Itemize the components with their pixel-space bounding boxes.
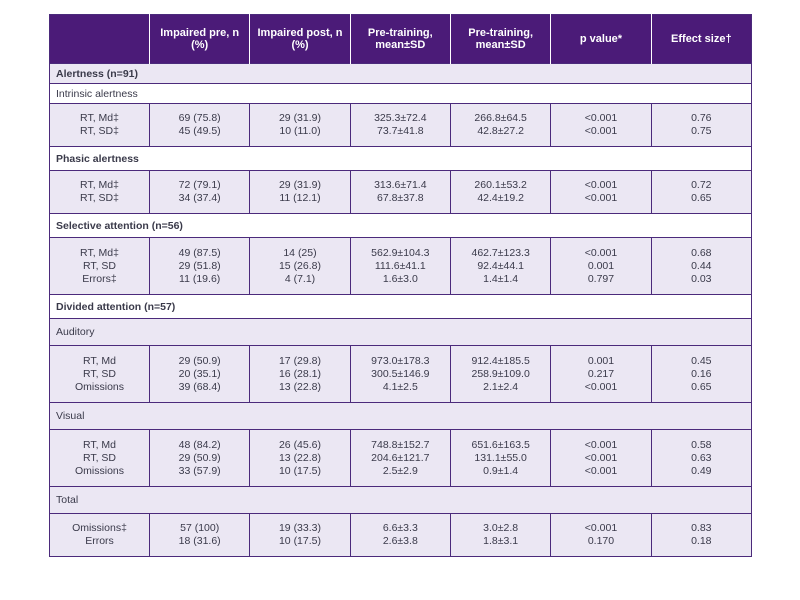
table-cell-value: 57 (100)	[180, 522, 220, 534]
pre-training-b-cell	[450, 346, 550, 403]
table-cell-value: 325.3±72.4	[374, 112, 427, 124]
table-cell-value: 0.49	[691, 464, 712, 477]
table-cell-value: 73.7±41.8	[377, 125, 424, 137]
effect-size-cell	[651, 430, 751, 487]
row-label: RT, SD	[82, 451, 117, 464]
table-cell-value: 300.5±146.9	[371, 367, 430, 380]
row-labels	[50, 430, 150, 487]
table-cell-value: 973.0±178.3	[371, 354, 430, 367]
table-cell-value: 651.6±163.5	[471, 438, 530, 451]
header-impaired-post: Impaired post, n (%)	[250, 15, 350, 64]
table-cell-value: 1.8±3.1	[483, 535, 519, 547]
table-cell-value: 29 (31.9)	[278, 112, 321, 124]
table-cell-value: 6.6±3.3	[382, 522, 418, 534]
pre-training-a-cell	[350, 430, 450, 487]
table-cell-value: 10 (11.0)	[279, 125, 321, 137]
table-cell-value: 204.6±121.7	[371, 451, 430, 464]
impaired-post-cell	[250, 171, 350, 214]
pre-training-b-cell	[450, 104, 550, 147]
p-value-cell	[551, 514, 651, 557]
pre-training-a-cell	[350, 238, 450, 295]
data-row-intrinsic	[50, 104, 752, 147]
effect-size-cell	[651, 346, 751, 403]
table-cell-value: 0.83	[691, 522, 712, 534]
row-label: Omissions	[74, 380, 124, 393]
table-cell-value: 0.65	[691, 192, 712, 204]
section-title-phasic: Phasic alertness	[50, 147, 752, 171]
data-row-selective	[50, 238, 752, 295]
table-cell-value: 0.72	[691, 179, 712, 191]
effect-size-cell	[651, 514, 751, 557]
table-cell-value: 111.6±41.1	[374, 259, 426, 272]
pre-training-b-cell	[450, 171, 550, 214]
row-label: Omissions	[74, 464, 124, 477]
table-cell-value: 4.1±2.5	[382, 380, 418, 393]
table-cell-value: <0.001	[584, 125, 618, 137]
row-labels	[50, 104, 150, 147]
row-label: RT, Md‡	[80, 112, 119, 124]
row-labels	[50, 171, 150, 214]
subsection-row-auditory	[50, 319, 752, 346]
section-row-divided	[50, 295, 752, 319]
section-row-selective	[50, 214, 752, 238]
table-cell-value: 0.75	[691, 125, 712, 137]
table-cell-value: 16 (28.1)	[278, 367, 321, 380]
subsection-title-auditory: Auditory	[50, 319, 752, 346]
row-label: RT, Md	[82, 438, 117, 451]
table-cell-value: 260.1±53.2	[474, 179, 527, 191]
subsection-title-intrinsic: Intrinsic alertness	[50, 84, 752, 104]
subsection-title-total: Total	[50, 487, 752, 514]
table-cell-value: 18 (31.6)	[178, 535, 221, 547]
row-label: RT, Md‡	[80, 179, 119, 191]
table-cell-value: 0.63	[691, 451, 712, 464]
table-cell-value: 29 (50.9)	[178, 451, 221, 464]
effect-size-cell	[651, 171, 751, 214]
table-cell-value: 29 (51.8)	[178, 259, 221, 272]
table-cell-value: 29 (31.9)	[278, 179, 321, 191]
header-effect-size: Effect size†	[651, 15, 751, 64]
table-cell-value: 0.16	[691, 367, 712, 380]
header-pre-training-a: Pre-training, mean±SD	[350, 15, 450, 64]
table-cell-value: 266.8±64.5	[474, 112, 527, 124]
table-cell-value: 2.5±2.9	[382, 464, 418, 477]
table-cell-value: 0.797	[587, 272, 615, 285]
table-cell-value: <0.001	[584, 192, 618, 204]
table-cell-value: 4 (7.1)	[284, 272, 316, 285]
impaired-pre-cell	[150, 430, 250, 487]
table-cell-value: 13 (22.8)	[278, 380, 321, 393]
pre-training-a-cell	[350, 104, 450, 147]
row-label: RT, Md‡	[80, 246, 119, 259]
table-cell-value: 0.001	[587, 259, 615, 272]
p-value-cell	[551, 430, 651, 487]
pre-training-b-cell	[450, 514, 550, 557]
table-cell-value: 11 (12.1)	[279, 192, 321, 204]
p-value-cell	[551, 346, 651, 403]
table-cell-value: 14 (25)	[283, 246, 317, 259]
data-row-total	[50, 514, 752, 557]
section-row-phasic	[50, 147, 752, 171]
row-label: RT, SD	[82, 259, 117, 272]
row-label: Omissions‡	[72, 522, 127, 534]
header-impaired-pre: Impaired pre, n (%)	[150, 15, 250, 64]
section-title-selective: Selective attention (n=56)	[50, 214, 752, 238]
impaired-post-cell	[250, 430, 350, 487]
table-cell-value: 0.58	[691, 438, 712, 451]
header-blank	[50, 15, 150, 64]
table-cell-value: 0.001	[587, 354, 615, 367]
table-cell-value: 2.1±2.4	[483, 380, 519, 393]
data-row-visual	[50, 430, 752, 487]
row-label: RT, SD‡	[80, 192, 119, 204]
table-cell-value: 10 (17.5)	[278, 464, 321, 477]
impaired-pre-cell	[150, 514, 250, 557]
table-cell-value: 13 (22.8)	[278, 451, 321, 464]
table-header	[50, 15, 752, 64]
impaired-post-cell	[250, 514, 350, 557]
table-cell-value: <0.001	[584, 380, 618, 393]
table-cell-value: 42.4±19.2	[477, 192, 524, 204]
table-cell-value: 1.6±3.0	[382, 272, 418, 285]
section-title-alertness: Alertness (n=91)	[50, 64, 752, 84]
table-cell-value: 69 (75.8)	[178, 112, 221, 124]
table-cell-value: 562.9±104.3	[371, 246, 430, 259]
table-cell-value: 0.03	[691, 272, 712, 285]
table-cell-value: 17 (29.8)	[278, 354, 321, 367]
table-cell-value: 11 (19.6)	[179, 272, 221, 285]
table-cell-value: <0.001	[584, 451, 618, 464]
pre-training-a-cell	[350, 171, 450, 214]
pre-training-b-cell	[450, 238, 550, 295]
table-cell-value: 49 (87.5)	[178, 246, 221, 259]
table-cell-value: 67.8±37.8	[377, 192, 424, 204]
table-cell-value: 33 (57.9)	[178, 464, 221, 477]
pre-training-b-cell	[450, 430, 550, 487]
table-cell-value: <0.001	[584, 438, 618, 451]
table-cell-value: <0.001	[584, 464, 618, 477]
p-value-cell	[551, 104, 651, 147]
table-cell-value: 10 (17.5)	[278, 535, 321, 547]
impaired-pre-cell	[150, 104, 250, 147]
table-cell-value: 1.4±1.4	[483, 272, 519, 285]
row-label: RT, SD	[82, 367, 117, 380]
table-cell-value: 15 (26.8)	[278, 259, 321, 272]
impaired-post-cell	[250, 104, 350, 147]
header-p-value: p value*	[551, 15, 651, 64]
table-cell-value: 912.4±185.5	[471, 354, 530, 367]
impaired-pre-cell	[150, 346, 250, 403]
table-cell-value: 0.45	[691, 354, 712, 367]
table-cell-value: 0.18	[691, 535, 712, 547]
subsection-row-total	[50, 487, 752, 514]
table-cell-value: 131.1±55.0	[474, 451, 527, 464]
pre-training-a-cell	[350, 514, 450, 557]
table-cell-value: 0.76	[691, 112, 712, 124]
header-pre-training-b: Pre-training, mean±SD	[450, 15, 550, 64]
row-label: RT, Md	[82, 354, 117, 367]
table-cell-value: 3.0±2.8	[483, 522, 519, 534]
table-cell-value: 34 (37.4)	[178, 192, 221, 204]
table-cell-value: 0.44	[691, 259, 712, 272]
table-cell-value: 48 (84.2)	[178, 438, 221, 451]
table-cell-value: <0.001	[584, 246, 618, 259]
table-cell-value: 29 (50.9)	[178, 354, 221, 367]
impaired-pre-cell	[150, 171, 250, 214]
table-cell-value: 0.217	[587, 367, 615, 380]
table-cell-value: 39 (68.4)	[178, 380, 221, 393]
pre-training-a-cell	[350, 346, 450, 403]
table-cell-value: <0.001	[584, 522, 618, 534]
p-value-cell	[551, 171, 651, 214]
data-row-phasic	[50, 171, 752, 214]
table-cell-value: <0.001	[584, 112, 618, 124]
table-cell-value: 462.7±123.3	[471, 246, 530, 259]
table-cell-value: 748.8±152.7	[371, 438, 430, 451]
table-cell-value: 20 (35.1)	[178, 367, 221, 380]
impaired-pre-cell	[150, 238, 250, 295]
data-row-auditory	[50, 346, 752, 403]
table-cell-value: 72 (79.1)	[178, 179, 221, 191]
effect-size-cell	[651, 238, 751, 295]
effect-size-cell	[651, 104, 751, 147]
table-cell-value: 19 (33.3)	[278, 522, 321, 534]
row-label: Errors	[85, 535, 114, 547]
row-label: RT, SD‡	[80, 125, 119, 137]
subsection-row-visual	[50, 403, 752, 430]
table-cell-value: 258.9±109.0	[471, 367, 530, 380]
table-cell-value: 42.8±27.2	[477, 125, 524, 137]
subsection-row-intrinsic	[50, 84, 752, 104]
table-cell-value: <0.001	[584, 179, 618, 191]
row-labels	[50, 346, 150, 403]
table-cell-value: 0.9±1.4	[483, 464, 519, 477]
table-cell-value: 0.68	[691, 246, 712, 259]
section-row-alertness	[50, 64, 752, 84]
header-row	[50, 15, 752, 64]
table-cell-value: 0.65	[691, 380, 712, 393]
table-cell-value: 313.6±71.4	[374, 179, 427, 191]
impaired-post-cell	[250, 346, 350, 403]
row-labels	[50, 514, 150, 557]
subsection-title-visual: Visual	[50, 403, 752, 430]
section-title-divided: Divided attention (n=57)	[50, 295, 752, 319]
row-label: Errors‡	[82, 272, 117, 285]
table-cell-value: 0.170	[587, 535, 615, 547]
table-cell-value: 2.6±3.8	[382, 535, 418, 547]
p-value-cell	[551, 238, 651, 295]
row-labels	[50, 238, 150, 295]
results-table	[49, 14, 752, 557]
table-cell-value: 92.4±44.1	[477, 259, 524, 272]
table-cell-value: 26 (45.6)	[278, 438, 321, 451]
table-cell-value: 45 (49.5)	[178, 125, 221, 137]
impaired-post-cell	[250, 238, 350, 295]
